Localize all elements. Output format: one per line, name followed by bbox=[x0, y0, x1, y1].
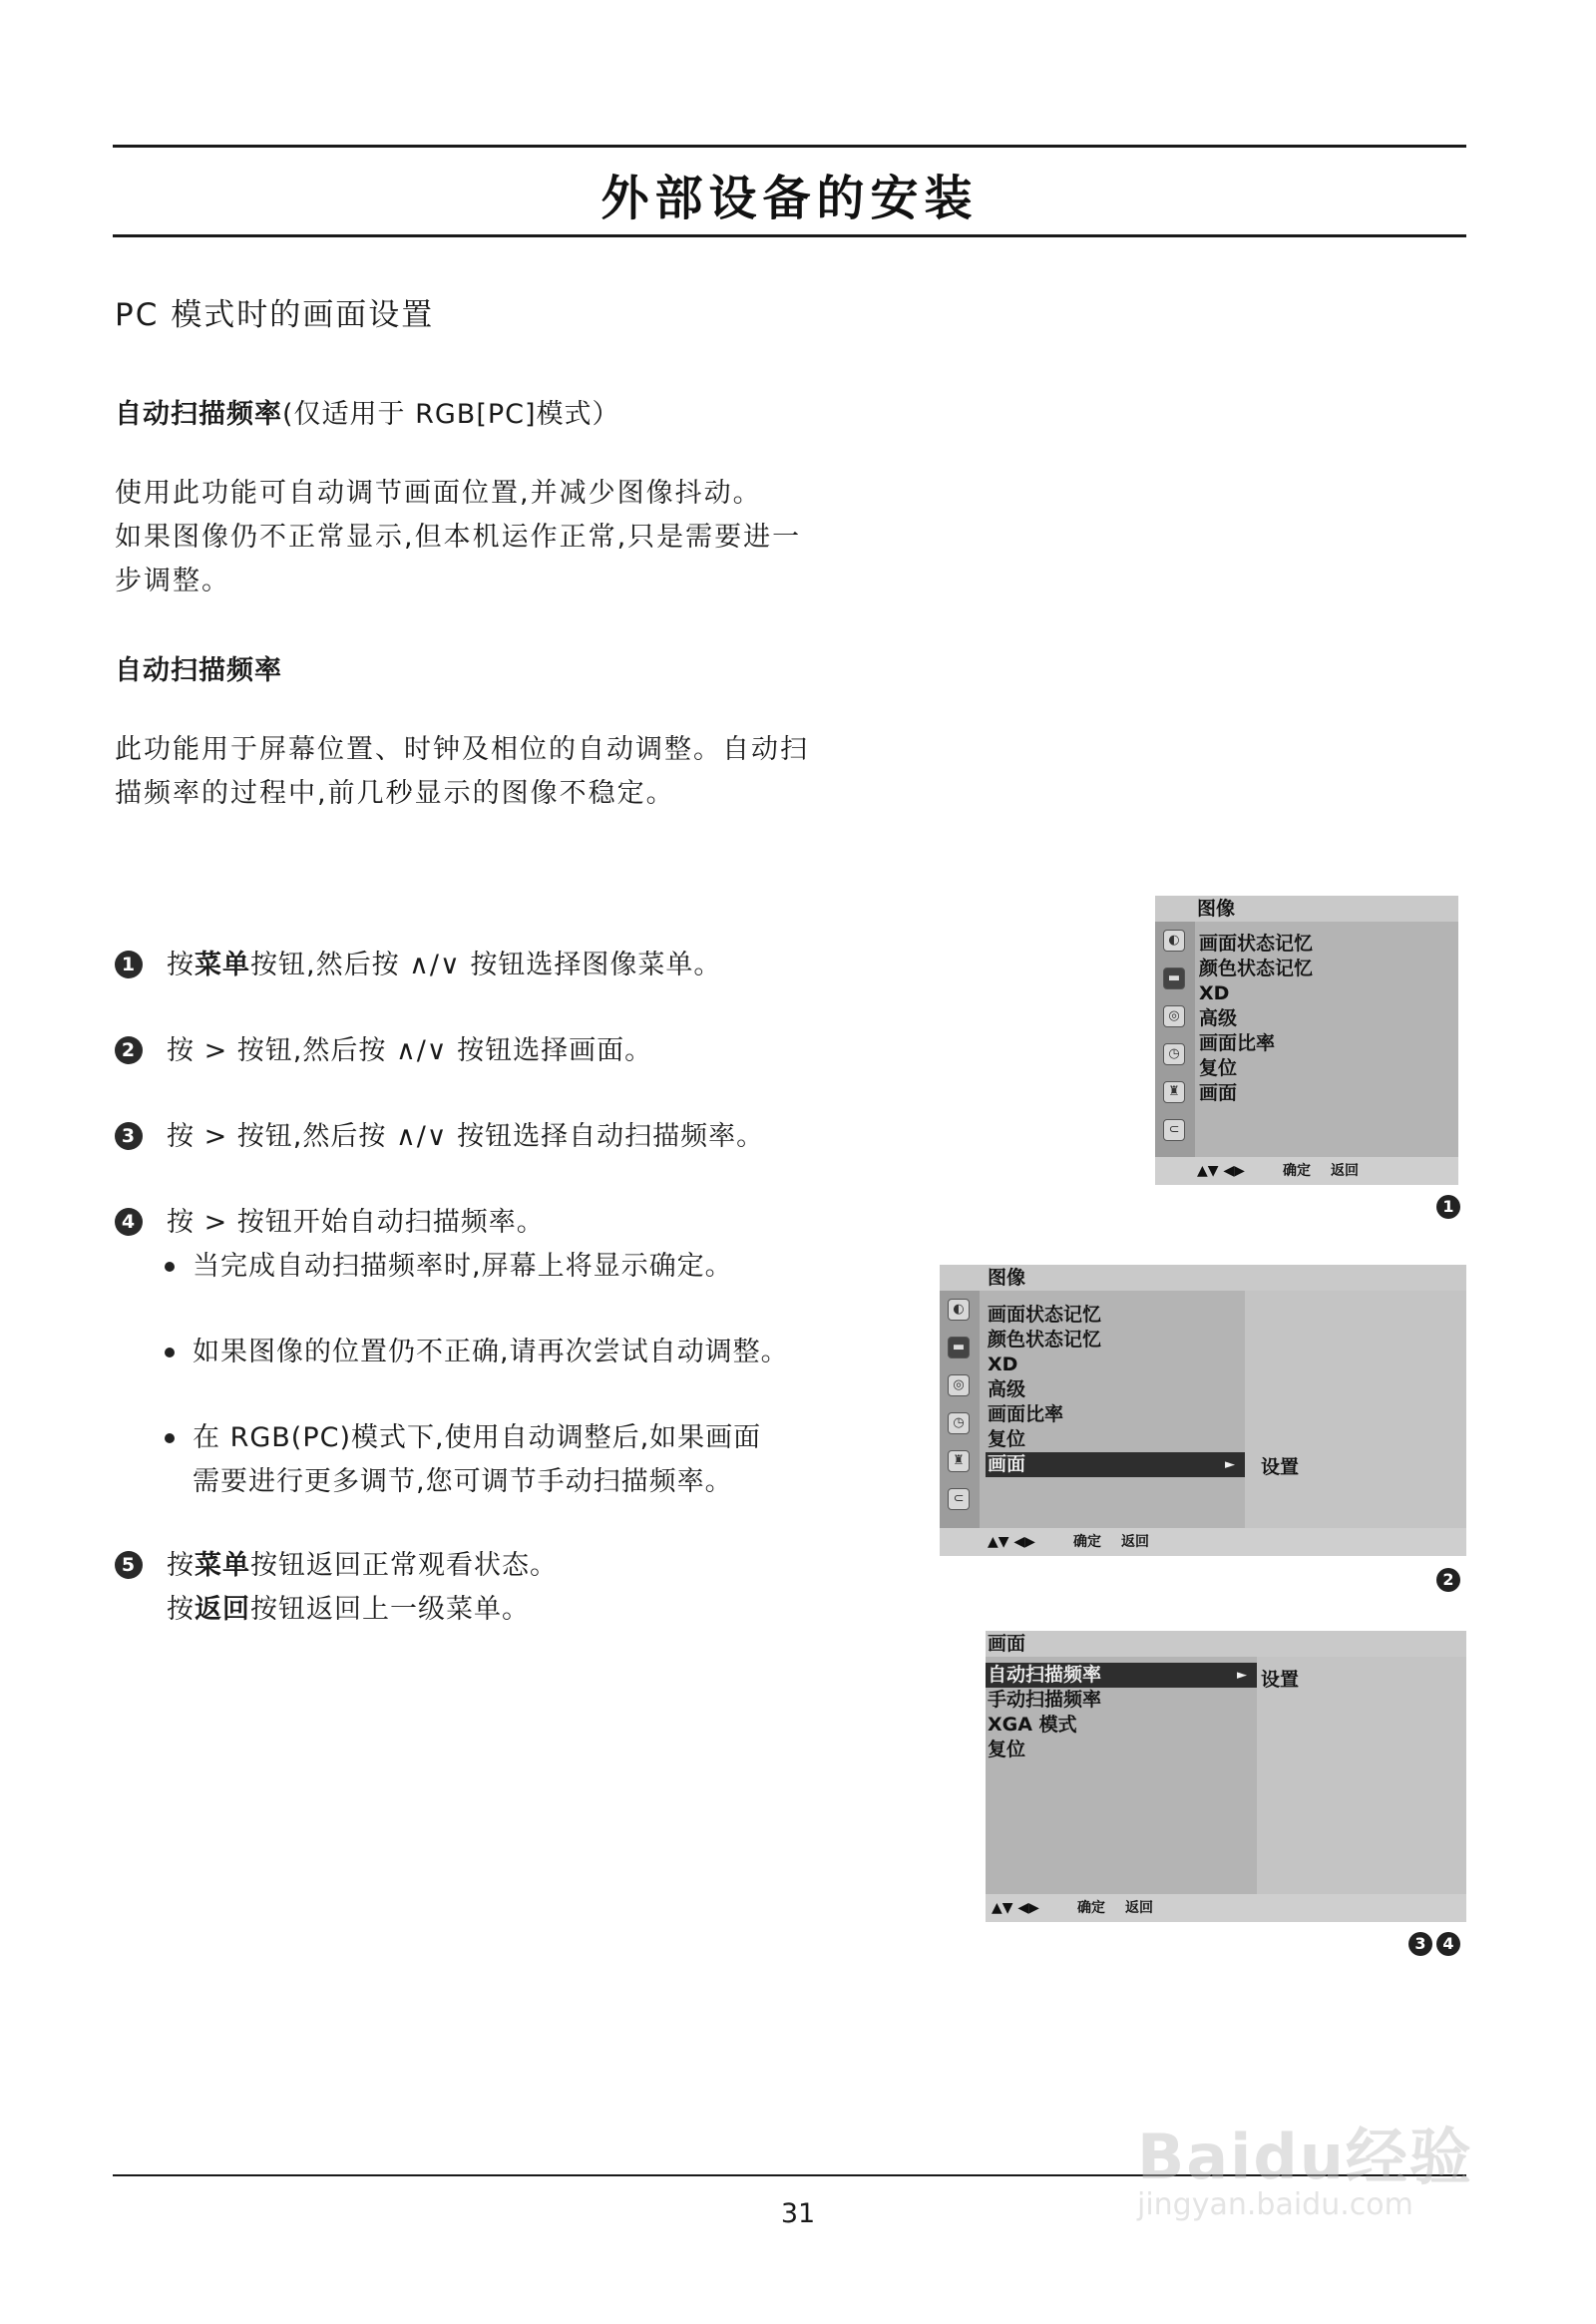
page-title: 外部设备的安装 bbox=[600, 171, 979, 226]
step-5-post: 按钮返回正常观看状态。 bbox=[250, 1550, 558, 1581]
step-number-1: 1 bbox=[115, 951, 143, 978]
menu-item-label: 画面 bbox=[988, 1453, 1026, 1475]
menu-item[interactable]: 颜色状态记忆 bbox=[1199, 958, 1314, 979]
osd-header bbox=[986, 1631, 1466, 1657]
figure-number-2 bbox=[1436, 1568, 1460, 1592]
figure-badge: 3 bbox=[1408, 1932, 1432, 1956]
screen-icon: ▬ bbox=[948, 1337, 970, 1358]
menu-item[interactable]: 复位 bbox=[988, 1739, 1026, 1760]
menu-item[interactable]: 高级 bbox=[988, 1378, 1026, 1400]
bullet-3 bbox=[165, 1416, 761, 1504]
menu-item[interactable]: XD bbox=[1199, 982, 1230, 1004]
osd-icon-column bbox=[940, 1291, 980, 1528]
step-3 bbox=[115, 1115, 764, 1159]
step-number-3: 3 bbox=[115, 1122, 143, 1150]
menu-item[interactable]: XGA 模式 bbox=[988, 1714, 1077, 1736]
option-icon: ♜ bbox=[1163, 1081, 1185, 1103]
osd-header-label: 图像 bbox=[988, 1267, 1026, 1289]
menu-item[interactable]: 画面状态记忆 bbox=[988, 1304, 1102, 1326]
footer-back: 返回 bbox=[1125, 1900, 1153, 1916]
osd-menu-list bbox=[986, 1663, 1257, 1762]
step-5 bbox=[115, 1544, 558, 1632]
step-5-keyword-2: 返回 bbox=[195, 1594, 250, 1625]
subsection-1-note: (仅适用于 RGB[PC]模式） bbox=[282, 399, 620, 430]
paragraph-2 bbox=[115, 728, 893, 816]
screen-icon: ▬ bbox=[1163, 968, 1185, 989]
submenu-setting-label[interactable]: 设置 bbox=[1261, 1669, 1300, 1691]
subsection-2-heading bbox=[115, 648, 282, 687]
footer-back: 返回 bbox=[1331, 1163, 1359, 1179]
step-4-text: 按 > 按钮开始自动扫描频率。 bbox=[167, 1207, 545, 1238]
menu-item-label: 自动扫描频率 bbox=[988, 1664, 1102, 1686]
osd-menu-list bbox=[1197, 932, 1313, 1106]
osd-header-label: 画面 bbox=[988, 1633, 1026, 1655]
menu-item[interactable]: 画面 bbox=[1199, 1082, 1238, 1104]
section-title: PC 模式时的画面设置 bbox=[115, 297, 435, 333]
osd-footer bbox=[940, 1528, 1466, 1556]
step-1-pre: 按 bbox=[167, 950, 195, 980]
menu-item[interactable]: 画面比率 bbox=[1199, 1032, 1276, 1054]
footer-ok: 确定 bbox=[1073, 1534, 1101, 1550]
bullet-3-line-1: 在 RGB(PC)模式下,使用自动调整后,如果画面 bbox=[193, 1422, 762, 1453]
paragraph-1-line: 如果图像仍不正常显示,但本机运作正常,只是需要进一 bbox=[115, 522, 802, 553]
menu-item[interactable]: 画面比率 bbox=[988, 1403, 1064, 1425]
menu-item[interactable]: 复位 bbox=[1199, 1057, 1238, 1079]
step-number-2: 2 bbox=[115, 1036, 143, 1064]
figure-badge: 2 bbox=[1436, 1568, 1460, 1592]
step-5-pre: 按 bbox=[167, 1550, 195, 1581]
menu-item-selected[interactable] bbox=[986, 1663, 1257, 1688]
osd-header bbox=[1155, 896, 1458, 922]
watermark-url: jingyan.baidu.com bbox=[1137, 2187, 1413, 2222]
figure-number-1 bbox=[1436, 1195, 1460, 1219]
step-4 bbox=[115, 1201, 545, 1245]
baidu-watermark bbox=[1137, 2080, 1516, 2222]
step-1-post: 按钮,然后按 ∧/∨ 按钮选择图像菜单。 bbox=[250, 950, 722, 980]
paragraph-1-line: 使用此功能可自动调节画面位置,并减少图像抖动。 bbox=[115, 478, 762, 509]
step-number-5: 5 bbox=[115, 1551, 143, 1579]
time-icon: ◷ bbox=[1163, 1043, 1185, 1065]
figure-badge: 1 bbox=[1436, 1195, 1460, 1219]
osd-submenu-panel bbox=[1257, 1657, 1466, 1894]
footer-nav-arrows: ▲▼ ◀▶ bbox=[988, 1534, 1035, 1550]
top-rule bbox=[113, 145, 1466, 148]
footer-nav-arrows: ▲▼ ◀▶ bbox=[992, 1900, 1039, 1916]
osd-screen-menu bbox=[986, 1631, 1466, 1922]
osd-menu-list bbox=[986, 1303, 1245, 1477]
footer-nav-arrows: ▲▼ ◀▶ bbox=[1197, 1163, 1245, 1179]
submenu-setting-label[interactable]: 设置 bbox=[1261, 1456, 1300, 1478]
bullet-dot bbox=[165, 1262, 175, 1272]
step-1-keyword: 菜单 bbox=[195, 950, 250, 980]
input-icon: ⊂ bbox=[1163, 1119, 1185, 1141]
arrow-right-icon: ► bbox=[1225, 1457, 1235, 1472]
osd-picture-menu-1 bbox=[1155, 896, 1458, 1185]
figure-number-3-4 bbox=[1408, 1932, 1460, 1956]
subsection-1-heading bbox=[115, 392, 620, 431]
paragraph-2-line: 描频率的过程中,前几秒显示的图像不稳定。 bbox=[115, 778, 675, 809]
audio-icon: ◎ bbox=[1163, 1005, 1185, 1027]
bullet-2 bbox=[165, 1331, 789, 1374]
arrow-right-icon: ► bbox=[1237, 1668, 1247, 1683]
watermark-logo-text: Baidu经验 bbox=[1137, 2121, 1473, 2193]
step-5-pre-2: 按 bbox=[167, 1594, 195, 1625]
bullet-3-line-2: 需要进行更多调节,您可调节手动扫描频率。 bbox=[193, 1466, 733, 1497]
menu-item[interactable]: 高级 bbox=[1199, 1007, 1238, 1029]
step-5-keyword: 菜单 bbox=[195, 1550, 250, 1581]
step-3-text: 按 > 按钮,然后按 ∧/∨ 按钮选择自动扫描频率。 bbox=[167, 1121, 765, 1152]
osd-header-label: 图像 bbox=[1197, 898, 1236, 920]
subsection-1-label: 自动扫描频率 bbox=[115, 399, 282, 430]
osd-submenu-panel bbox=[1245, 1291, 1466, 1528]
menu-item[interactable]: 手动扫描频率 bbox=[988, 1689, 1102, 1711]
input-icon: ⊂ bbox=[948, 1488, 970, 1510]
bullet-dot bbox=[165, 1348, 175, 1357]
bullet-1-text: 当完成自动扫描频率时,屏幕上将显示确定。 bbox=[193, 1251, 733, 1282]
menu-item[interactable]: 画面状态记忆 bbox=[1199, 933, 1314, 955]
osd-footer bbox=[986, 1894, 1466, 1922]
option-icon: ♜ bbox=[948, 1450, 970, 1472]
step-1 bbox=[115, 944, 721, 987]
menu-item[interactable]: 复位 bbox=[988, 1428, 1026, 1450]
bullet-1 bbox=[165, 1245, 733, 1289]
bullet-2-text: 如果图像的位置仍不正确,请再次尝试自动调整。 bbox=[193, 1337, 789, 1367]
figure-badge: 4 bbox=[1436, 1932, 1460, 1956]
step-number-4: 4 bbox=[115, 1208, 143, 1236]
time-icon: ◷ bbox=[948, 1412, 970, 1434]
footer-ok: 确定 bbox=[1283, 1163, 1311, 1179]
osd-header bbox=[940, 1265, 1466, 1291]
picture-icon: ◐ bbox=[948, 1299, 970, 1321]
footer-ok: 确定 bbox=[1077, 1900, 1105, 1916]
paragraph-1 bbox=[115, 472, 893, 603]
audio-icon: ◎ bbox=[948, 1374, 970, 1396]
paragraph-1-line: 步调整。 bbox=[115, 566, 230, 596]
step-2 bbox=[115, 1029, 652, 1073]
osd-footer bbox=[1155, 1157, 1458, 1185]
page-number: 31 bbox=[780, 2198, 816, 2229]
menu-item[interactable]: 颜色状态记忆 bbox=[988, 1329, 1102, 1351]
bullet-dot bbox=[165, 1433, 175, 1443]
title-underline bbox=[113, 234, 1466, 237]
osd-icon-column bbox=[1155, 922, 1195, 1157]
step-5-post-2: 按钮返回上一级菜单。 bbox=[250, 1594, 530, 1625]
menu-item[interactable]: XD bbox=[988, 1354, 1018, 1375]
step-2-text: 按 > 按钮,然后按 ∧/∨ 按钮选择画面。 bbox=[167, 1035, 653, 1066]
subsection-2-label: 自动扫描频率 bbox=[115, 655, 282, 686]
menu-item-selected[interactable] bbox=[986, 1452, 1245, 1477]
paragraph-2-line: 此功能用于屏幕位置、时钟及相位的自动调整。自动扫 bbox=[115, 734, 809, 765]
picture-icon: ◐ bbox=[1163, 930, 1185, 952]
osd-picture-menu-2 bbox=[940, 1265, 1466, 1556]
footer-back: 返回 bbox=[1121, 1534, 1149, 1550]
